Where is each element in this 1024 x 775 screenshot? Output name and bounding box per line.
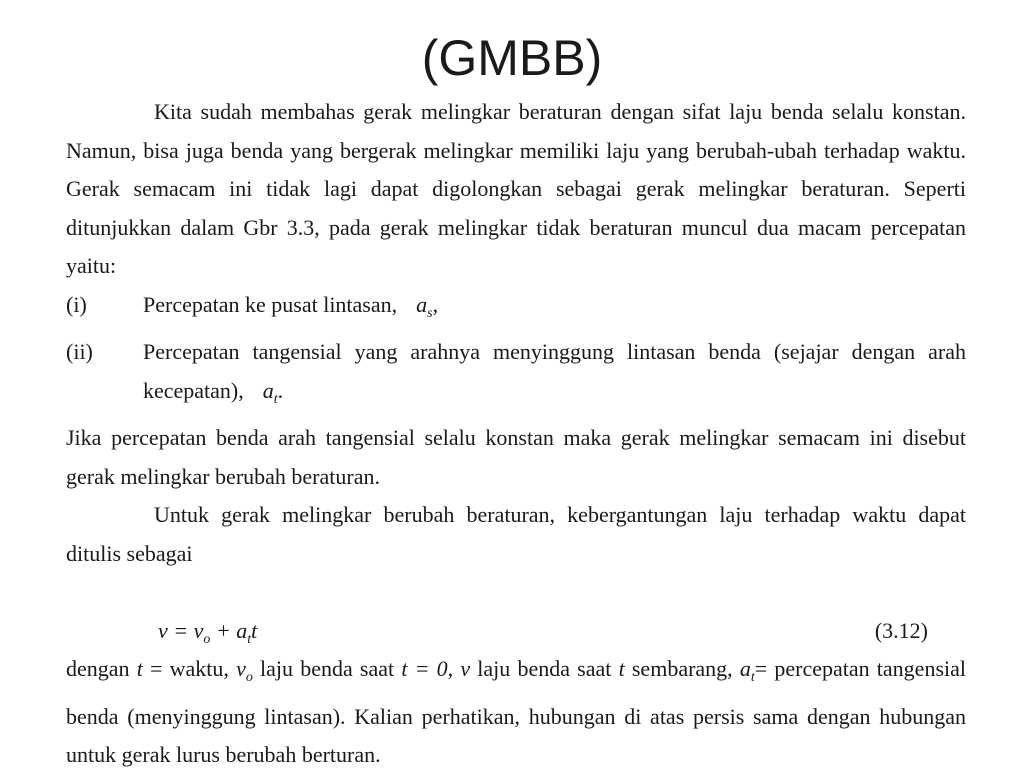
list-item-ii [66,333,966,419]
paragraph-explanation: dengan t = waktu, $v_o$ laju benda saat t = 0, v laju benda saat t sembarang, $a_t=$ percepatan tangensial benda (menyinggung lintasan). Kalian perhatikan, hubungan di atas persis sama dengan hubungan untuk gerak lurus berubah berturan. [66,656,966,767]
list-number: (i) [66,291,87,317]
paragraph-dependence: Untuk gerak melingkar berubah beraturan, kebergantungan laju terhadap waktu dapat ditulis sebagai [66,502,966,566]
list-text: Percepatan ke pusat lintasan, [143,291,398,317]
list-end: . [277,377,284,403]
symbol-a: a [262,377,274,403]
slide-title: (GMBB) [421,30,603,86]
list-number: (ii) [66,339,93,364]
list-item-i [66,286,966,334]
symbol-sub-t: t [273,391,278,407]
symbol-a: a [416,291,428,317]
document-body [66,93,966,775]
list-end: , [432,291,439,317]
list-text: Percepatan tangensial yang arahnya menyinggung lintasan benda (sejajar dengan arah kecepatan), [143,339,966,403]
equation-row [66,612,966,651]
symbol-sub-s: s [427,305,433,321]
equation-number: (3.12) [874,617,928,643]
paragraph-definition: Jika percepatan benda arah tangensial selalu konstan maka gerak melingkar semacam ini disebut gerak melingkar berubah beraturan. [66,425,966,489]
equation: $v = v_o + a_tt$ [158,617,258,647]
paragraph-intro: Kita sudah membahas gerak melingkar beraturan dengan sifat laju benda selalu konstan. Namun, bisa juga benda yang bergerak melingkar memiliki laju yang berubah-ubah terhadap waktu. Gerak semacam ini tidak lagi dapat digolongkan sebagai gerak melingkar beraturan. Seperti ditunjukkan dalam Gbr 3.3, pada gerak melingkar tidak beraturan muncul dua macam percepatan yaitu: [66,99,966,278]
